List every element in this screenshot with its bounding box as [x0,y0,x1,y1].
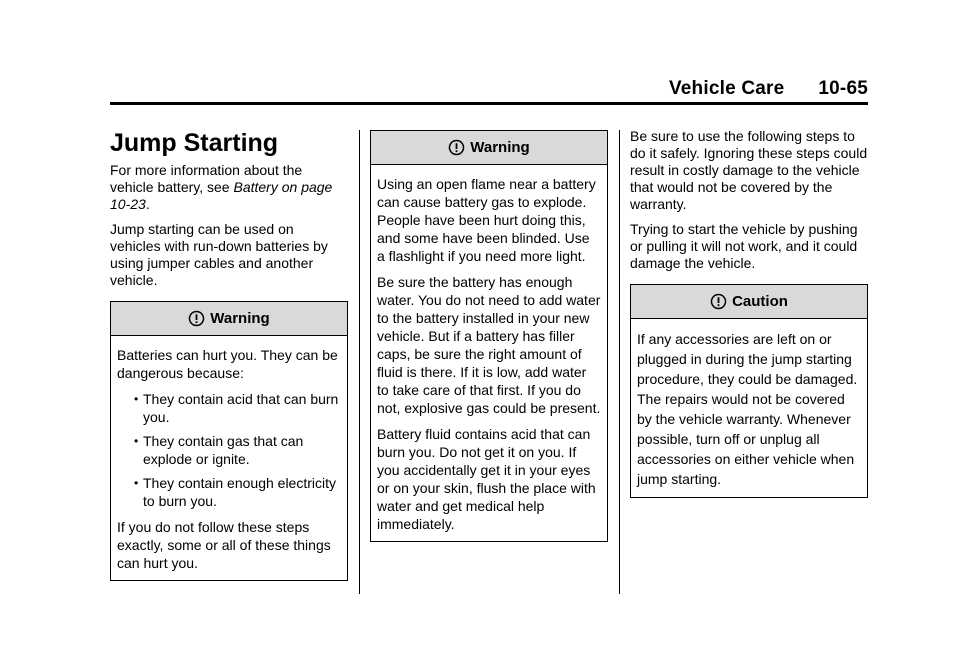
page-number: 10-65 [818,78,868,99]
caution-label: Caution [732,293,788,310]
caution-paragraph: If any accessories are left on or plugged in during the jump starting procedure, they could be damaged. The repairs would not be covered by the vehicle warranty. Whenever possible, turn off or unplug all accessories on either vehicle when jump starting. [637,331,858,487]
open-flame-paragraph: Using an open flame near a battery can cause battery gas to explode. People have been hurt doing this, and some have been blinded. Use a flashlight if you need more light. [377,176,596,264]
reference-text: For more information about the vehicle battery, see [110,162,303,195]
column-divider-2 [619,130,620,594]
caution-header [631,285,867,319]
warning-icon [188,310,205,327]
bullet-icon: • [134,476,139,490]
safety-steps-paragraph: Be sure to use the following steps to do it safely. Ignoring these steps could result in costly damage to the vehicle that would not be covered by the warranty. [630,128,868,212]
warning-bullet-list [117,390,341,510]
column-1 [110,128,348,589]
column-3 [630,128,868,506]
push-start-paragraph: Trying to start the vehicle by pushing or pulling it will not work, and it could damage the vehicle. [630,221,858,271]
list-item [117,474,341,510]
warning-label: Warning [470,139,530,156]
warning-box-battery-gas [370,130,608,542]
section-title: Vehicle Care [668,78,785,99]
warning-outro: If you do not follow these steps exactly, some or all of these things can hurt you. [117,519,331,571]
warning-header [111,302,347,336]
battery-reference-paragraph [110,162,348,213]
battery-page-link[interactable]: Battery on page 10-23 [110,179,333,212]
caution-box [630,284,868,498]
bullet-icon: • [134,434,139,448]
reference-suffix: . [145,196,150,212]
column-2 [370,128,608,550]
caution-icon [710,293,727,310]
warning-box-batteries [110,301,348,581]
warning-intro: Batteries can hurt you. They can be dangerous because: [117,347,338,381]
warning-label: Warning [210,310,270,327]
page-title: Jump Starting [110,129,279,157]
header-rule [110,102,868,105]
list-item [117,390,341,426]
battery-water-paragraph: Be sure the battery has enough water. You do not need to add water to the battery installed in your new vehicle. But if a battery has filler caps, be sure the right amount of fluid is there. If it is low, add water to take care of that first. If you do not, explosive gas could be present. [377,274,601,416]
bullet-text: They contain enough electricity to burn you. [143,475,336,509]
battery-acid-paragraph: Battery fluid contains acid that can burn you. Do not get it on you. If you accidentally get it in your eyes or on your skin, flush the place with water and get medical help immediately. [377,426,596,532]
list-item [117,432,341,468]
bullet-text: They contain acid that can burn you. [143,391,339,425]
column-divider-1 [359,130,360,594]
warning-icon [448,139,465,156]
bullet-icon: • [134,392,139,406]
bullet-text: They contain gas that can explode or ignite. [143,433,304,467]
warning-header [371,131,607,165]
intro-paragraph: Jump starting can be used on vehicles with run-down batteries by using jumper cables and another vehicle. [110,221,328,288]
page-header [110,78,868,100]
